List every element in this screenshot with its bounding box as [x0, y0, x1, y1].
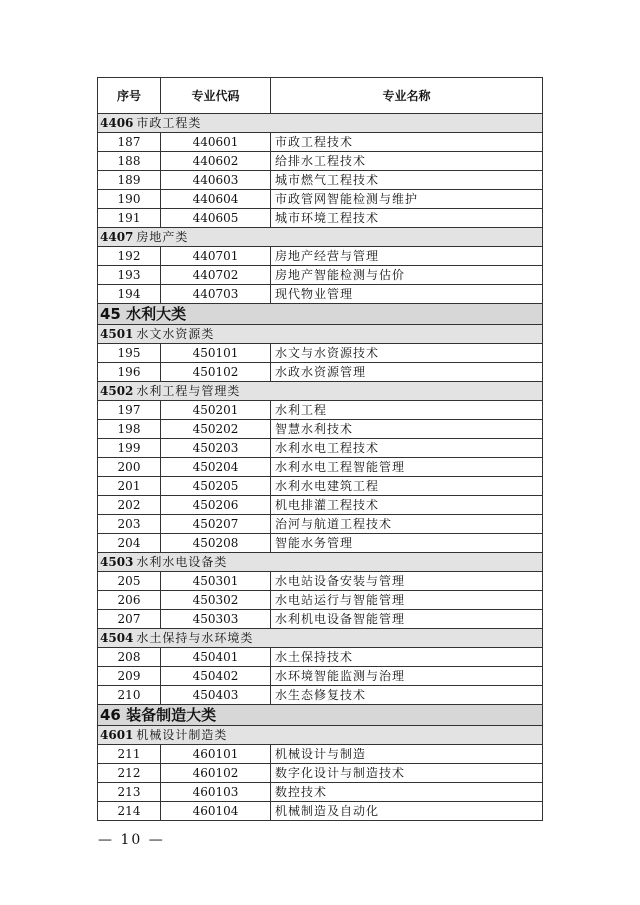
major-code-cell: 450204: [161, 458, 271, 477]
major-name-cell: 治河与航道工程技术: [271, 515, 543, 534]
table-row: [98, 209, 543, 228]
major-code-cell: 450303: [161, 610, 271, 629]
serial-cell: 191: [98, 209, 161, 228]
serial-cell: 205: [98, 572, 161, 591]
major-code-cell: 440703: [161, 285, 271, 304]
major-code-cell: 450205: [161, 477, 271, 496]
table-row: [98, 266, 543, 285]
major-name-cell: 市政工程技术: [271, 133, 543, 152]
major-name-cell: 机械制造及自动化: [271, 802, 543, 821]
serial-cell: 188: [98, 152, 161, 171]
subcategory-name: 水利工程与管理类: [136, 384, 241, 398]
serial-cell: 190: [98, 190, 161, 209]
major-code-cell: 450206: [161, 496, 271, 515]
serial-cell: 212: [98, 764, 161, 783]
serial-cell: 204: [98, 534, 161, 553]
table-row: [98, 496, 543, 515]
major-code-cell: 440603: [161, 171, 271, 190]
major-name-cell: 给排水工程技术: [271, 152, 543, 171]
major-category-label: 45 水利大类: [98, 304, 543, 325]
major-code-cell: 450202: [161, 420, 271, 439]
subcategory-row: [98, 726, 543, 745]
major-name-cell: 水利水电工程技术: [271, 439, 543, 458]
serial-cell: 189: [98, 171, 161, 190]
major-category-label: 46 装备制造大类: [98, 705, 543, 726]
major-name-cell: 数控技术: [271, 783, 543, 802]
table-row: [98, 477, 543, 496]
major-name-cell: 水环境智能监测与治理: [271, 667, 543, 686]
table-row: [98, 534, 543, 553]
table-row: [98, 783, 543, 802]
subcategory-row: [98, 629, 543, 648]
major-name-cell: 水利水电工程智能管理: [271, 458, 543, 477]
major-code-cell: 450208: [161, 534, 271, 553]
major-code-cell: 460103: [161, 783, 271, 802]
major-code-cell: 460101: [161, 745, 271, 764]
major-code-cell: 440701: [161, 247, 271, 266]
subcategory-code: 4407: [100, 230, 134, 244]
subcategory-row: [98, 114, 543, 133]
table-row: [98, 171, 543, 190]
serial-cell: 211: [98, 745, 161, 764]
subcategory-cell: [98, 553, 543, 572]
subcategory-code: 4406: [100, 116, 134, 130]
serial-cell: 207: [98, 610, 161, 629]
serial-cell: 192: [98, 247, 161, 266]
major-code-cell: 450302: [161, 591, 271, 610]
table-row: [98, 667, 543, 686]
header-major-code: 专业代码: [161, 78, 271, 114]
major-code-cell: 450101: [161, 344, 271, 363]
header-major-name: 专业名称: [271, 78, 543, 114]
major-code-cell: 440601: [161, 133, 271, 152]
major-code-cell: 450207: [161, 515, 271, 534]
subcategory-name: 市政工程类: [136, 116, 202, 130]
major-name-cell: 水生态修复技术: [271, 686, 543, 705]
major-code-cell: 450203: [161, 439, 271, 458]
major-code-cell: 460102: [161, 764, 271, 783]
major-name-cell: 数字化设计与制造技术: [271, 764, 543, 783]
major-name-cell: 机械设计与制造: [271, 745, 543, 764]
table-header-row: [98, 78, 543, 114]
header-serial: 序号: [98, 78, 161, 114]
serial-cell: 213: [98, 783, 161, 802]
major-name-cell: 水土保持技术: [271, 648, 543, 667]
serial-cell: 194: [98, 285, 161, 304]
major-name-cell: 水电站设备安装与管理: [271, 572, 543, 591]
subcategory-cell: [98, 325, 543, 344]
serial-cell: 196: [98, 363, 161, 382]
serial-cell: 199: [98, 439, 161, 458]
subcategory-cell: [98, 726, 543, 745]
subcategory-row: [98, 553, 543, 572]
table-row: [98, 420, 543, 439]
major-name-cell: 水利机电设备智能管理: [271, 610, 543, 629]
subcategory-cell: [98, 382, 543, 401]
page-number: — 10 —: [98, 832, 165, 848]
subcategory-name: 水利水电设备类: [136, 555, 228, 569]
subcategory-row: [98, 382, 543, 401]
major-name-cell: 智慧水利技术: [271, 420, 543, 439]
table-row: [98, 152, 543, 171]
major-code-cell: 450201: [161, 401, 271, 420]
major-catalog-table: [97, 77, 543, 821]
table-body: [98, 114, 543, 821]
subcategory-cell: [98, 114, 543, 133]
major-code-cell: 440602: [161, 152, 271, 171]
subcategory-code: 4601: [100, 728, 134, 742]
subcategory-name: 房地产类: [136, 230, 189, 244]
table-row: [98, 591, 543, 610]
table-row: [98, 610, 543, 629]
serial-cell: 202: [98, 496, 161, 515]
serial-cell: 200: [98, 458, 161, 477]
subcategory-name: 水土保持与水环境类: [136, 631, 254, 645]
major-name-cell: 水政水资源管理: [271, 363, 543, 382]
serial-cell: 195: [98, 344, 161, 363]
major-name-cell: 市政管网智能检测与维护: [271, 190, 543, 209]
serial-cell: 203: [98, 515, 161, 534]
serial-cell: 198: [98, 420, 161, 439]
major-code-cell: 450301: [161, 572, 271, 591]
table-row: [98, 247, 543, 266]
subcategory-cell: [98, 629, 543, 648]
table-row: [98, 745, 543, 764]
major-code-cell: 450401: [161, 648, 271, 667]
major-code-cell: 440604: [161, 190, 271, 209]
major-code-cell: 450102: [161, 363, 271, 382]
major-name-cell: 水电站运行与智能管理: [271, 591, 543, 610]
table-row: [98, 439, 543, 458]
subcategory-code: 4504: [100, 631, 134, 645]
table-row: [98, 285, 543, 304]
major-name-cell: 城市环境工程技术: [271, 209, 543, 228]
subcategory-code: 4502: [100, 384, 134, 398]
serial-cell: 206: [98, 591, 161, 610]
major-name-cell: 现代物业管理: [271, 285, 543, 304]
major-name-cell: 水利工程: [271, 401, 543, 420]
table-row: [98, 515, 543, 534]
major-name-cell: 城市燃气工程技术: [271, 171, 543, 190]
major-name-cell: 水文与水资源技术: [271, 344, 543, 363]
serial-cell: 201: [98, 477, 161, 496]
major-category-row: [98, 705, 543, 726]
table-row: [98, 190, 543, 209]
subcategory-row: [98, 325, 543, 344]
major-category-row: [98, 304, 543, 325]
table-row: [98, 458, 543, 477]
subcategory-name: 水文水资源类: [136, 327, 215, 341]
table-row: [98, 344, 543, 363]
subcategory-code: 4501: [100, 327, 134, 341]
serial-cell: 210: [98, 686, 161, 705]
table-row: [98, 764, 543, 783]
major-code-cell: 440702: [161, 266, 271, 285]
subcategory-cell: [98, 228, 543, 247]
major-code-cell: 450403: [161, 686, 271, 705]
table-row: [98, 802, 543, 821]
table-row: [98, 401, 543, 420]
serial-cell: 197: [98, 401, 161, 420]
subcategory-name: 机械设计制造类: [136, 728, 228, 742]
table-row: [98, 363, 543, 382]
major-name-cell: 水利水电建筑工程: [271, 477, 543, 496]
serial-cell: 187: [98, 133, 161, 152]
table-row: [98, 686, 543, 705]
document-page: [97, 77, 542, 821]
serial-cell: 208: [98, 648, 161, 667]
subcategory-row: [98, 228, 543, 247]
major-code-cell: 460104: [161, 802, 271, 821]
major-code-cell: 450402: [161, 667, 271, 686]
table-row: [98, 133, 543, 152]
table-row: [98, 648, 543, 667]
serial-cell: 209: [98, 667, 161, 686]
major-name-cell: 房地产智能检测与估价: [271, 266, 543, 285]
major-name-cell: 机电排灌工程技术: [271, 496, 543, 515]
major-name-cell: 智能水务管理: [271, 534, 543, 553]
serial-cell: 214: [98, 802, 161, 821]
major-code-cell: 440605: [161, 209, 271, 228]
serial-cell: 193: [98, 266, 161, 285]
table-row: [98, 572, 543, 591]
major-name-cell: 房地产经营与管理: [271, 247, 543, 266]
subcategory-code: 4503: [100, 555, 134, 569]
